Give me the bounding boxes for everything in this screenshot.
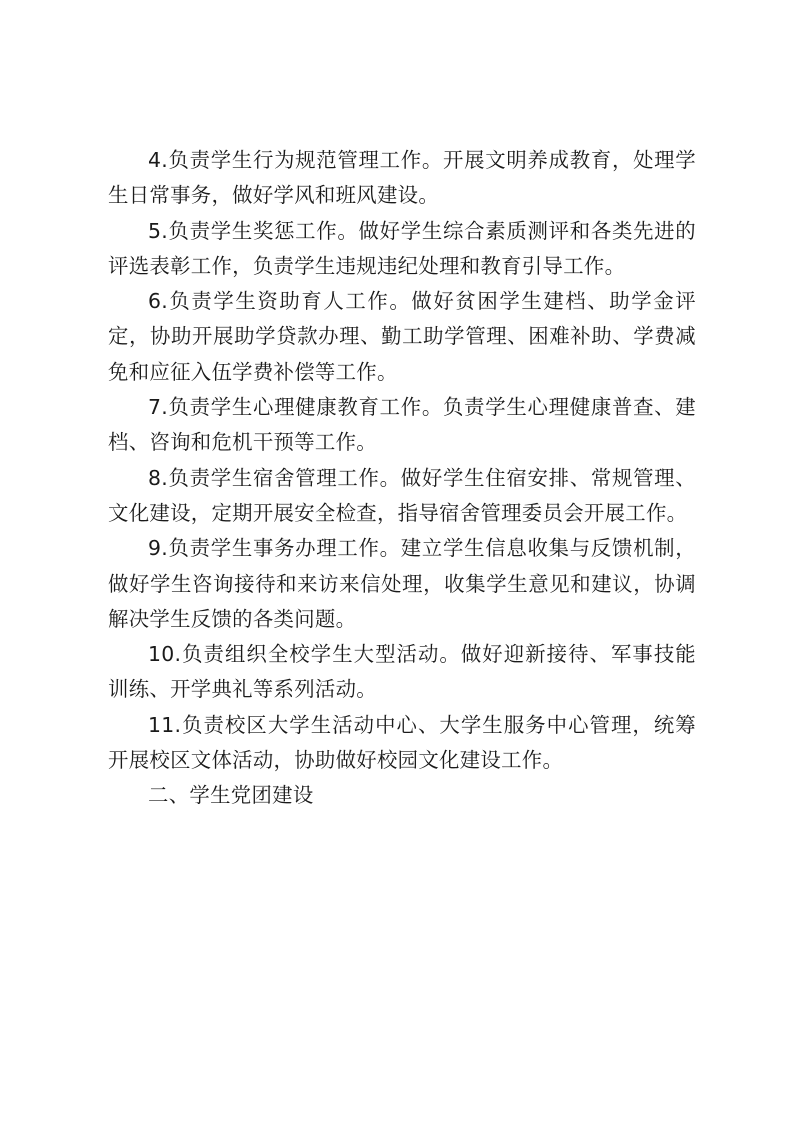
document-body xyxy=(108,143,696,814)
paragraph-item-10: 10.负责组织全校学生大型活动。做好迎新接待、军事技能训练、开学典礼等系列活动。 xyxy=(108,642,696,702)
paragraph-item-11: 11.负责校区大学生活动中心、大学生服务中心管理，统筹开展校区文体活动，协助做好校园文化建设工作。 xyxy=(108,712,696,773)
paragraph-item-9: 9.负责学生事务办理工作。建立学生信息收集与反馈机制，做好学生咨询接待和来访来信处理，收集学生意见和建议，协调解决学生反馈的各类问题。 xyxy=(108,536,696,631)
paragraph-item-5: 5.负责学生奖惩工作。做好学生综合素质测评和各类先进的评选表彰工作，负责学生违规违纪处理和教育引导工作。 xyxy=(108,218,696,278)
paragraph-item-8: 8.负责学生宿舍管理工作。做好学生住宿安排、常规管理、文化建设，定期开展安全检查，指导宿舍管理委员会开展工作。 xyxy=(108,465,696,525)
section-heading-party-league: 二、学生党团建设 xyxy=(148,783,314,808)
paragraph-item-4: 4.负责学生行为规范管理工作。开展文明养成教育，处理学生日常事务，做好学风和班风建设。 xyxy=(108,148,696,208)
paragraph-item-7: 7.负责学生心理健康教育工作。负责学生心理健康普查、建档、咨询和危机干预等工作。 xyxy=(108,395,696,455)
paragraph-item-6: 6.负责学生资助育人工作。做好贫困学生建档、助学金评定，协助开展助学贷款办理、勤工助学管理、困难补助、学费减免和应征入伍学费补偿等工作。 xyxy=(108,289,696,384)
